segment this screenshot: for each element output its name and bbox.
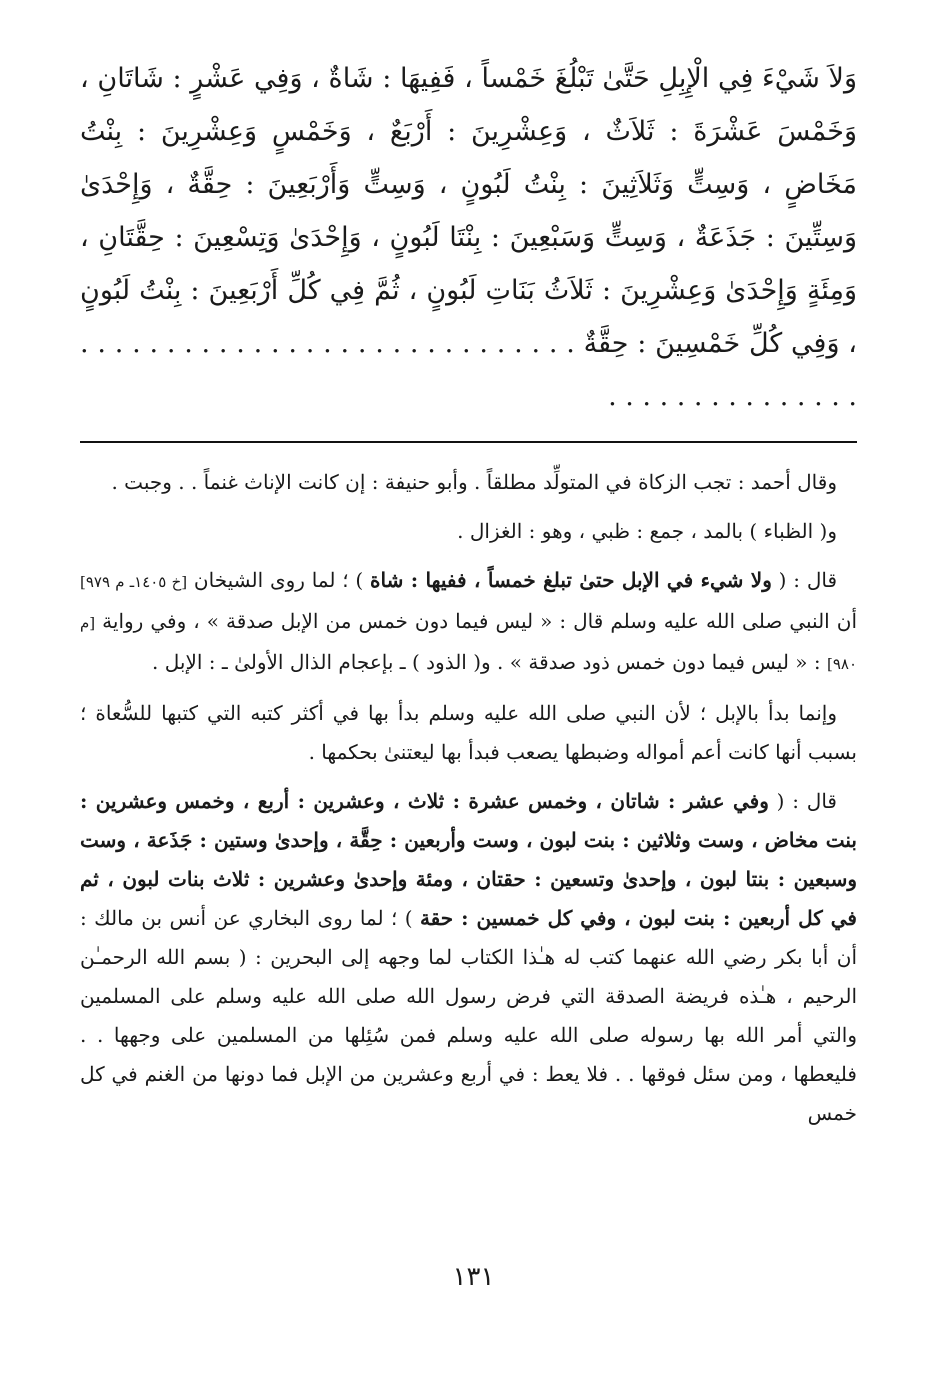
paragraph-text: ) ؛ لما روى البخاري عن أنس بن مالك : أن أبا بكر رضي الله عنهما كتب له هـٰذا الكتاب لما وجهه إلى البحرين : ( بسم الله الرحمـٰن الرحيم ، هـٰذه فريضة الصدقة التي فرض رسول الله صلى الله عليه وسلم على المسلمين والتي أمر الله بها رسوله صلى الله عليه وسلم فمن سُئِلها من المسلمين على وجهها . . فليعطها ، ومن سئل فوقها . . فلا يعط : في أربع وعشرين من الإبل فما دونها من الغنم في كل خمس xyxy=(80,906,857,1125)
commentary-paragraph-5 xyxy=(80,782,857,1133)
quoted-matn: ولا شيء في الإبل حتىٰ تبلغ خمساً ، ففيها : شاة xyxy=(370,568,772,592)
separator-line xyxy=(80,441,857,443)
commentary-paragraph-2: و( الظباء ) بالمد ، جمع : ظبي ، وهو : الغزال . xyxy=(457,519,837,543)
paragraph-text: أن النبي صلى الله عليه وسلم قال : « ليس فيما دون خمس من الإبل صدقة » ، وفي رواية xyxy=(95,609,857,633)
commentary-paragraph-4: وإنما بدأ بالإبل ؛ لأن النبي صلى الله عليه وسلم بدأ بها في أكثر كتبه التي كتبها للسُّعاة ؛ بسبب أنها كانت أعم أمواله وضبطها يصعب فبدأ بها ليعتنىٰ بحكمها . xyxy=(80,701,857,764)
commentary-paragraph-3 xyxy=(80,561,857,684)
page-number: ١٣١ xyxy=(452,1262,495,1292)
quote-open: قال : ( xyxy=(768,789,837,813)
hadith-reference: [خ ١٤٠٥ـ م ٩٧٩] xyxy=(80,573,188,591)
matn-text xyxy=(80,52,857,423)
matn-body: وَلاَ شَيْءَ فِي الْإِبِلِ حَتَّىٰ تَبْلُغَ خَمْساً ، فَفِيهَا : شَاةٌ ، وَفِي عَشْرٍ : شَاتَانِ ، وَخَمْسَ عَشْرَةَ : ثَلاَثٌ ، وَعِشْرِينَ : أَرْبَعٌ ، وَخَمْسٍ وَعِشْرِينَ : بِنْتُ مَخَاضٍ ، وَسِتٍّ وَثَلاَثِينَ : بِنْتُ لَبُونٍ ، وَسِتٍّ وَأَرْبَعِينَ : حِقَّةٌ ، وَإِحْدَىٰ وَسِتِّينَ : جَذَعَةٌ ، وَسِتٍّ وَسَبْعِينَ : بِنْتَا لَبُونٍ ، وَإِحْدَىٰ وَتِسْعِينَ : حِقَّتَانِ ، وَمِئَةٍ وَإِحْدَىٰ وَعِشْرِينَ : ثَلاَثُ بَنَاتِ لَبُونٍ ، ثُمَّ فِي كُلِّ أَرْبَعِينَ : بِنْتُ لَبُونٍ ، وَفِي كُلِّ خَمْسِينَ : حِقَّةٌ xyxy=(80,63,857,359)
page-body xyxy=(80,52,857,1143)
commentary-paragraph-1: وقال أحمد : تجب الزكاة في المتولِّد مطلقاً . وأبو حنيفة : إن كانت الإناث غنماً . . وجبت . xyxy=(111,470,837,494)
matn-continuation-dots: . . . . . . . . . . . . . . . . . . . . . . . . . . . . . . . . . . . . . . . . . . . . xyxy=(80,328,857,412)
hadith-reference: [م ٩٨٠] xyxy=(80,614,857,673)
commentary xyxy=(80,463,857,1133)
paragraph-text: : « ليس فيما دون خمس ذود صدقة » . و( الذود ) ـ بإعجام الذال الأولىٰ ـ : الإبل . xyxy=(152,650,827,674)
quote-open: قال : ( xyxy=(771,568,837,592)
quoted-matn: وفي عشر : شاتان ، وخمس عشرة : ثلاث ، وعشرين : أربع ، وخمس وعشرين : بنت مخاض ، وست وثلاثين : بنت لبون ، وست وأربعين : حِقَّة ، وإحدىٰ وستين : جَذَعة ، وست وسبعين : بنتا لبون ، وإحدىٰ وتسعين : حقتان ، ومئة وإحدىٰ وعشرين : ثلاث بنات لبون ، ثم في كل أربعين : بنت لبون ، وفي كل خمسين : حقة xyxy=(80,789,857,930)
paragraph-text: ) ؛ لما روى الشيخان xyxy=(187,568,371,592)
